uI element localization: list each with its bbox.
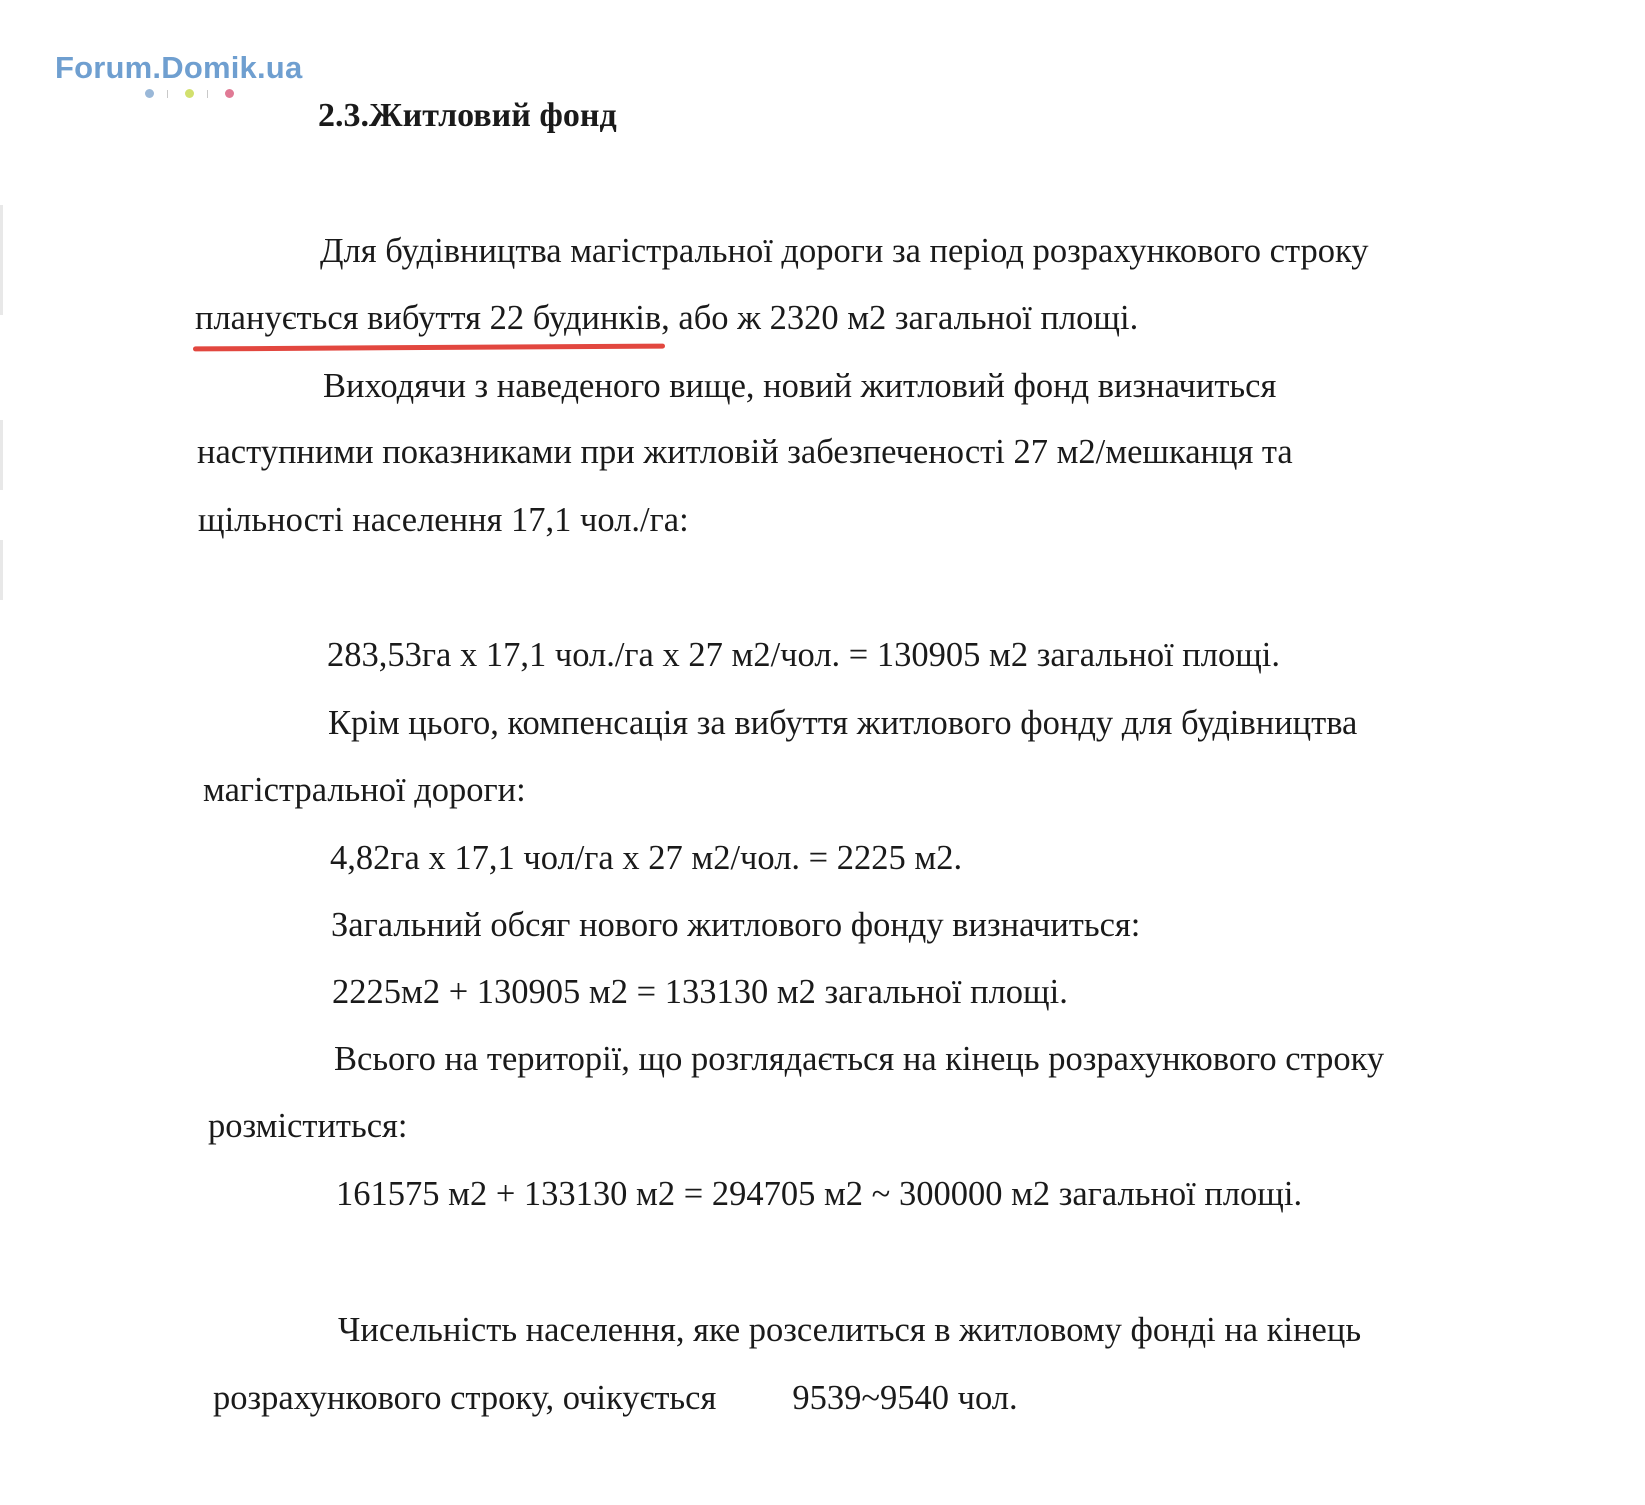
- paragraph-line: Всього на території, що розглядається на кінець розрахункового строку: [334, 1040, 1385, 1078]
- paragraph-line: щільності населення 17,1 чол./га:: [198, 501, 689, 539]
- section-heading: 2.3.Житловий фонд: [318, 97, 617, 134]
- scan-edge-mark: [0, 205, 3, 315]
- paragraph-line: наступними показниками при житловій забезпеченості 27 м2/мешканця та: [197, 433, 1293, 471]
- paragraph-line: магістральної дороги:: [203, 771, 526, 809]
- formula-line: 161575 м2 + 133130 м2 = 294705 м2 ~ 300000 м2 загальної площі.: [336, 1175, 1303, 1213]
- paragraph-line: Виходячи з наведеного вище, новий житловий фонд визначиться: [323, 367, 1277, 405]
- paragraph-line: Загальний обсяг нового житлового фонду визначиться:: [331, 906, 1141, 944]
- paragraph-line: [213, 1378, 1018, 1418]
- paragraph-line-rest: , або ж 2320 м2 загальної площі.: [661, 299, 1139, 337]
- paragraph-line: розміститься:: [208, 1107, 408, 1145]
- formula-line: 2225м2 + 130905 м2 = 133130 м2 загальної площі.: [332, 973, 1068, 1011]
- population-value: 9539~9540 чол.: [792, 1379, 1018, 1417]
- highlighted-text: планується вибуття 22 будинків: [195, 299, 662, 337]
- scan-edge-mark: [0, 420, 3, 490]
- paragraph-line: [195, 298, 1138, 338]
- formula-line: 4,82га х 17,1 чол/га х 27 м2/чол. = 2225 м2.: [330, 839, 963, 877]
- paragraph-line: Чисельність населення, яке розселиться в житловому фонді на кінець: [338, 1311, 1362, 1349]
- watermark-logo: Forum.Domik.ua: [55, 50, 303, 85]
- paragraph-line-text: розрахункового строку, очікується: [213, 1379, 717, 1417]
- watermark-dots: [145, 89, 245, 101]
- paragraph-line: Крім цього, компенсація за вибуття житлового фонду для будівництва: [328, 704, 1358, 742]
- paragraph-line: Для будівництва магістральної дороги за період розрахункового строку: [320, 232, 1369, 270]
- scan-edge-mark: [0, 540, 3, 600]
- formula-line: 283,53га х 17,1 чол./га х 27 м2/чол. = 130905 м2 загальної площі.: [327, 636, 1280, 674]
